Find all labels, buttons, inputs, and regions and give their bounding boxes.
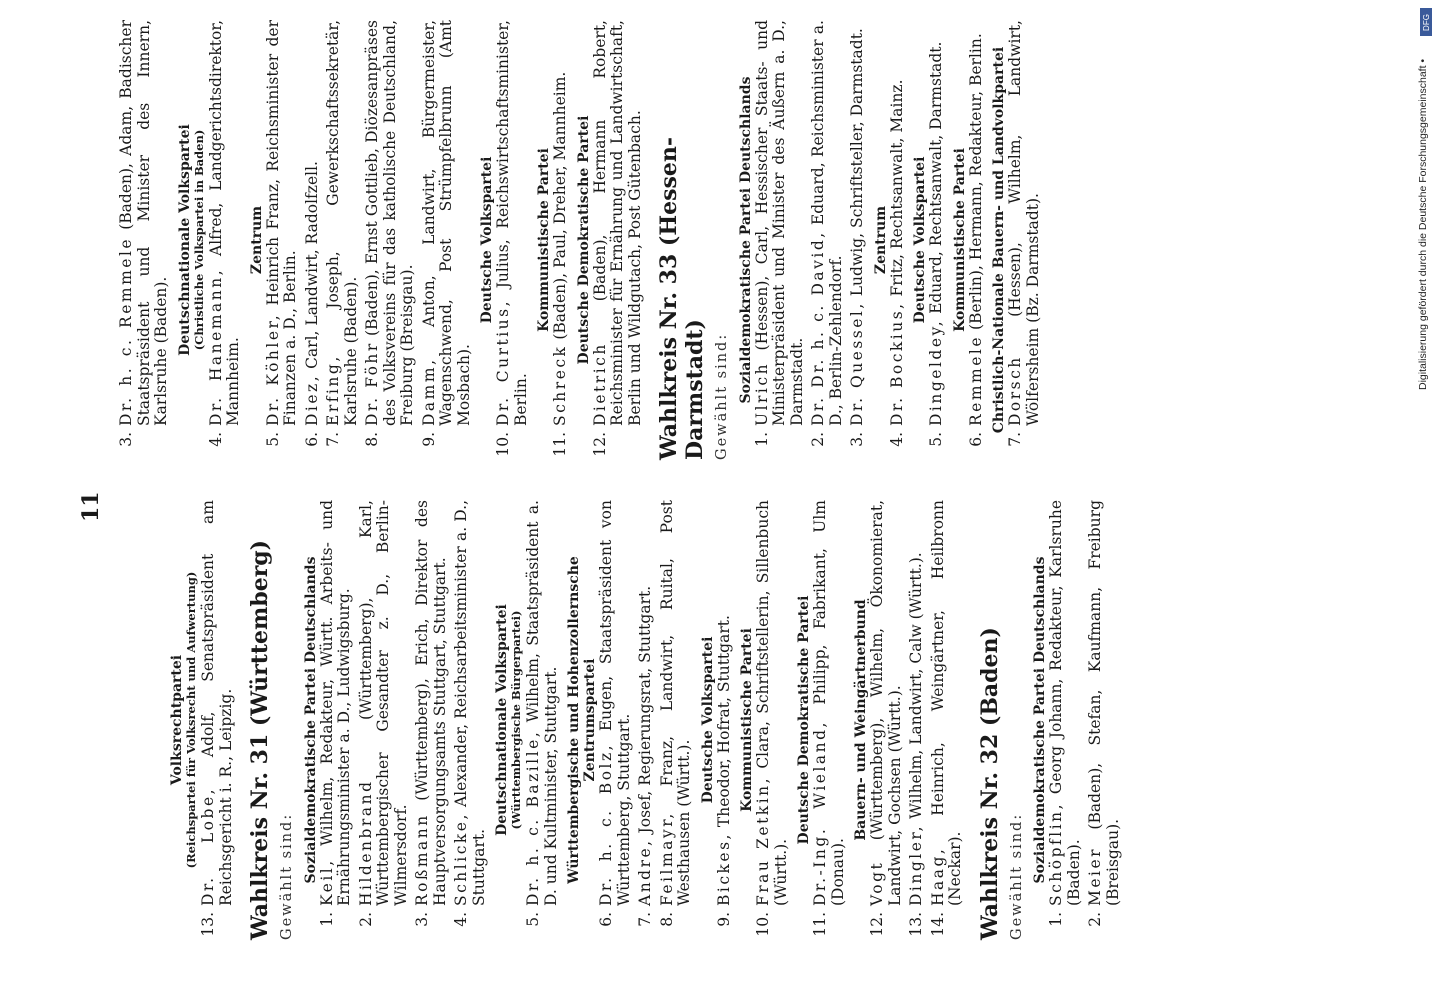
- entry-text: [364, 20, 417, 426]
- member-name: Dr. Köhler,: [263, 312, 282, 426]
- party-group: [700, 500, 734, 940]
- party-heading: Deutsche Demokratische Partei: [575, 115, 592, 365]
- entry-number: 4.: [887, 432, 906, 447]
- list-item: [525, 500, 560, 940]
- member-name: Dr.-Ing. Wieland,: [811, 720, 829, 906]
- entry-number: 7.: [636, 912, 654, 927]
- entry-number: 13.: [907, 912, 925, 937]
- party-group: [303, 500, 489, 940]
- party-heading: Württembergische und Hohenzollernsche Zentrumspartei: [566, 556, 598, 884]
- list-item: [552, 20, 570, 460]
- list-item: [358, 500, 411, 940]
- entry-text: [908, 500, 926, 906]
- member-name: Feilmayr,: [657, 811, 676, 906]
- member-name: Dr. Lobe,: [199, 786, 217, 906]
- entry-number: 3.: [117, 432, 135, 447]
- member-name: Meier: [1086, 846, 1104, 906]
- entry-text: [930, 500, 965, 906]
- member-name: Schöpflin,: [1047, 801, 1065, 906]
- member-details: Joseph, Gewerkschaftssekretär, Karlsruhe (Baden).: [324, 20, 360, 426]
- member-name: Vogt: [868, 860, 886, 906]
- entry-number: 8.: [657, 912, 676, 927]
- member-details: Wilhelm, Redakteur, Württ. Arbeits- und Ernährungsminister a. D., Ludwigsburg.: [317, 500, 353, 906]
- member-details: Georg Johann, Redakteur, Karlsruhe (Baden).: [1047, 500, 1083, 906]
- entry-text: [1087, 500, 1122, 906]
- entry-number: 4.: [206, 432, 225, 447]
- member-name: Roßmann: [413, 813, 431, 906]
- party-group: [1032, 500, 1122, 940]
- list-item: [414, 500, 449, 940]
- member-details: Josef, Regierungsrat, Stuttgart.: [636, 585, 654, 839]
- entry-text: [849, 20, 867, 426]
- list-item: [265, 20, 300, 460]
- party-group: [738, 20, 867, 460]
- member-details: (Baden), Stefan, Kaufmann, Freiburg (Breisgau).: [1086, 500, 1122, 906]
- party-group: [479, 20, 530, 460]
- party-heading: Volksrechtpartei: [169, 654, 185, 786]
- member-name: Ulrich: [752, 361, 771, 426]
- constituency-title: Wahlkreis Nr. 31 (Württemberg): [247, 539, 273, 940]
- list-item: [849, 20, 867, 460]
- list-item: [421, 20, 474, 460]
- list-item: [1007, 20, 1042, 460]
- party-group: [739, 500, 790, 940]
- member-name: Bickes,: [714, 832, 733, 906]
- member-name: Keil,: [317, 858, 336, 906]
- member-details: Clara, Schriftstellerin, Sillenbuch (Württ.).: [754, 499, 790, 906]
- party-heading: Sozialdemokratische Partei Deutschlands: [1032, 556, 1048, 884]
- entry-text: [659, 500, 694, 906]
- member-name: Diez,: [302, 373, 321, 426]
- party-heading: Deutschnationale Volkspartei: [494, 604, 510, 836]
- list-item: [118, 20, 171, 460]
- list-item: [304, 20, 322, 460]
- party-group: [952, 20, 986, 460]
- entry-number: 6.: [302, 432, 321, 447]
- entry-number: 2.: [809, 432, 827, 447]
- member-name: Remmele: [966, 334, 985, 426]
- member-name: Damm,: [419, 357, 438, 426]
- party-heading: Bauern- und Weingärtnerbund: [853, 599, 869, 841]
- list-item: [453, 500, 488, 940]
- constituency-list: [118, 20, 171, 460]
- member-details: (Hessen), Carl, Hessischer Staats- und Ministerpräsident und Minister des Äußern a. D., Darmstadt.: [752, 20, 806, 426]
- elected-label: Gewählt sind:: [279, 812, 295, 940]
- member-name: Dr. Hanemann,: [206, 267, 225, 426]
- member-details: Eduard, Reichsminister a. D., Berlin-Zehlendorf.: [809, 20, 845, 426]
- party-heading: Kommunistische Partei: [739, 628, 755, 812]
- entry-text: [453, 500, 488, 906]
- entry-text: [325, 20, 360, 426]
- member-name: Dr. h. c. Remmele: [117, 236, 135, 426]
- entry-number: 2.: [1086, 912, 1104, 927]
- entry-text: [592, 20, 645, 426]
- entry-text: [414, 500, 449, 906]
- entry-text: [716, 500, 734, 906]
- list-item: [598, 500, 633, 940]
- party-heading: Zentrum: [872, 205, 889, 275]
- list-item: [908, 500, 926, 940]
- entry-text: [358, 500, 411, 906]
- member-name: Frau Zetkin,: [754, 775, 772, 906]
- list-item: [1087, 500, 1122, 940]
- member-name: Haag,: [928, 846, 947, 906]
- party-group: [177, 20, 243, 460]
- party-heading: Deutsche Volkspartei: [912, 156, 928, 324]
- member-details: (Württemberg), Erich, Direktor des Hauptversorgungsamts Stuttgart, Stuttgart.: [413, 500, 449, 906]
- party-subheading: (Württembergische Bürgerpartei): [509, 610, 523, 830]
- entry-number: 6.: [966, 432, 985, 447]
- party-heading: Deutschnationale Volkspartei: [176, 124, 193, 356]
- constituency-title: Wahlkreis Nr. 33 (Hessen-Darmstadt): [656, 137, 708, 460]
- party-heading: Sozialdemokratische Partei Deutschlands: [737, 76, 754, 404]
- entry-text: [754, 20, 807, 426]
- list-item: [592, 20, 645, 460]
- entry-text: [525, 500, 560, 906]
- entry-number: 8.: [363, 432, 381, 447]
- constituency-title: Wahlkreis Nr. 32 (Baden): [976, 627, 1003, 940]
- entry-text: [810, 20, 845, 426]
- entry-text: [637, 500, 655, 906]
- party-group: [912, 20, 946, 460]
- list-item: [755, 500, 790, 940]
- member-details: Wilhelm, Landwirt, Calw (Württ.).: [907, 552, 925, 824]
- member-details: Carl, Landwirt, Radolfzell.: [302, 161, 321, 374]
- member-details: (Baden), Hermann Robert, Reichsminister für Ernährung und Landwirtschaft, Berlin und Wildgutach, Post Gütenbach.: [590, 20, 644, 426]
- member-details: Ludwig, Schriftsteller, Darmstadt.: [848, 28, 866, 302]
- entry-text: [928, 20, 946, 426]
- entry-number: 11.: [811, 912, 829, 937]
- entry-text: [812, 500, 847, 906]
- dfg-logo-text: DFG: [1421, 13, 1431, 31]
- member-name: Dr. h. c. Bolz,: [597, 742, 615, 906]
- entry-text: [968, 20, 986, 426]
- member-name: Erfing,: [324, 354, 342, 426]
- member-details: Philipp, Fabrikant, Ulm (Donau).: [811, 500, 847, 906]
- entry-text: [495, 20, 530, 426]
- entry-number: 5.: [263, 432, 282, 447]
- entry-number: 4.: [452, 912, 470, 927]
- list-item: [1048, 500, 1083, 940]
- member-details: Anton, Landwirt, Bürgermeister, Wagenschwend, Post Strümpfelbrunn (Amt Mosbach).: [419, 20, 473, 426]
- entry-number: 1.: [752, 432, 771, 447]
- list-item: [889, 20, 907, 460]
- entry-number: 1.: [317, 912, 336, 927]
- entry-text: [319, 500, 354, 906]
- entry-number: 12.: [868, 912, 886, 937]
- elected-label: Gewählt sind:: [714, 332, 730, 460]
- entry-text: [755, 500, 790, 906]
- member-details: (Baden), Ernst Gottlieb, Diözesanpräses des Volksvereins für das katholische Deutschland, Freiburg (Breisgau).: [363, 20, 416, 426]
- constituency-list: [303, 500, 965, 940]
- member-details: Heinrich, Weingärtner, Heilbronn (Neckar).: [928, 500, 964, 906]
- entry-text: [1048, 500, 1083, 906]
- member-details: Eduard, Rechtsanwalt, Darmstadt.: [927, 41, 945, 319]
- party-subheading: (Christliche Volkspartei in Baden): [191, 129, 206, 351]
- entry-number: 12.: [590, 432, 609, 457]
- entry-number: 9.: [419, 432, 438, 447]
- party-heading: Sozialdemokratische Partei Deutschlands: [302, 556, 319, 884]
- entry-text: [304, 20, 322, 426]
- list-item: [364, 20, 417, 460]
- member-details: Eugen, Staatspräsident von Württemberg, Stuttgart.: [597, 500, 633, 906]
- entry-number: 10.: [754, 912, 772, 937]
- member-name: Dr. Dr. h. c. David,: [809, 230, 827, 426]
- member-name: Dorsch: [1006, 355, 1024, 426]
- member-name: Dingeldey,: [927, 318, 945, 426]
- party-group: [576, 20, 645, 460]
- entry-number: 1.: [1047, 912, 1065, 927]
- entry-text: [118, 20, 171, 426]
- list-item: [930, 500, 965, 940]
- entry-number: 2.: [356, 912, 375, 927]
- party-heading: Deutsche Demokratische Partei: [796, 595, 812, 845]
- member-name: Dr. h. c. Bazille,: [524, 729, 542, 906]
- member-name: Dietrich: [590, 342, 609, 426]
- entry-text: [265, 20, 300, 426]
- member-details: (Hessen), Wilhelm, Landwirt, Wölfersheim (Bz. Darmstadt).: [1006, 20, 1042, 426]
- constituency-list: [738, 20, 1043, 460]
- member-details: Franz, Landwirt, Ruital, Post Westhausen (Württ.).: [657, 500, 693, 906]
- entry-text: [889, 20, 907, 426]
- entry-number: 13.: [199, 912, 217, 937]
- party-group: [536, 20, 570, 460]
- party-heading: Zentrum: [248, 205, 265, 275]
- dfg-logo: [1420, 8, 1432, 36]
- party-group: [494, 500, 560, 940]
- entry-number: 9.: [714, 912, 733, 927]
- list-item: [495, 20, 530, 460]
- member-details: Heinrich Franz, Reichsminister der Finanzen a. D., Berlin.: [263, 20, 299, 426]
- entry-text: [208, 20, 243, 426]
- entry-text: [200, 500, 235, 906]
- entry-number: 11.: [551, 432, 569, 457]
- party-subheading: (Reichspartei für Volksrecht und Aufwertung): [184, 571, 198, 869]
- member-details: Wilhelm, Staatspräsident a. D. und Kultminister, Stuttgart.: [524, 500, 560, 906]
- member-details: Julius, Reichswirtschaftsminister, Berlin.: [494, 20, 530, 426]
- list-item: [968, 20, 986, 460]
- list-item: [325, 20, 360, 460]
- member-details: (Württemberg), Karl, Württembergischer Gesandter z. D., Berlin-Wilmersdorf.: [356, 500, 410, 906]
- list-item: [928, 20, 946, 460]
- entry-text: [421, 20, 474, 426]
- list-item: [716, 500, 734, 940]
- member-details: Adolf, Senatspräsident am Reichsgericht i. R., Leipzig.: [199, 500, 235, 906]
- entry-number: 3.: [413, 912, 431, 927]
- member-name: Dr. Föhr: [363, 341, 381, 426]
- entry-text: [598, 500, 633, 906]
- member-details: Alfred, Landgerichtsdirektor, Mannheim.: [206, 19, 242, 426]
- member-details: (Württemberg), Wilhelm, Ökonomierat, Landwirt, Gochsen (Württ.).: [868, 500, 904, 906]
- entry-number: 10.: [494, 432, 512, 457]
- list-item: [659, 500, 694, 940]
- member-name: Dr. Quessel,: [848, 301, 866, 426]
- party-group: [853, 500, 965, 940]
- entry-text: [552, 20, 570, 426]
- list-item: [319, 500, 354, 940]
- entry-number: 5.: [524, 912, 542, 927]
- list-item: [869, 500, 904, 940]
- list-item: [200, 500, 235, 940]
- list-item: [637, 500, 655, 940]
- list-item: [810, 20, 845, 460]
- entry-number: 3.: [848, 432, 866, 447]
- constituency-list: [1032, 500, 1122, 940]
- member-details: (Berlin), Hermann, Redakteur, Berlin.: [966, 33, 985, 335]
- member-name: Schlicke,: [452, 812, 470, 906]
- page-number: 11: [78, 491, 104, 522]
- entry-text: [1007, 20, 1042, 426]
- digitization-notice: Digitalisierung gefördert durch die Deutsche Forschungsgemeinschaft •: [1417, 58, 1429, 390]
- list-item: [208, 20, 243, 460]
- member-name: Hildenbrand: [356, 779, 375, 906]
- party-heading: Deutsche Volkspartei: [479, 156, 495, 324]
- entry-number: 6.: [597, 912, 615, 927]
- right-column: [118, 20, 1046, 460]
- list-item: [754, 20, 807, 460]
- member-details: Alexander, Reichsarbeitsminister a. D., Stuttgart.: [452, 500, 488, 906]
- party-group: [796, 500, 847, 940]
- party-group: [566, 500, 694, 940]
- entry-number: 7.: [324, 432, 342, 447]
- party-group: [873, 20, 907, 460]
- elected-label: Gewählt sind:: [1008, 812, 1025, 940]
- member-name: Dr. Bockius,: [887, 301, 906, 426]
- member-details: Fritz, Rechtsanwalt, Mainz.: [887, 79, 906, 302]
- member-name: Schreck: [551, 344, 569, 426]
- party-heading: Kommunistische Partei: [951, 148, 968, 332]
- entry-number: 7.: [1006, 432, 1024, 447]
- member-details: (Baden), Adam, Badischer Staatspräsident und Minister des Innern, Karlsruhe (Baden).: [117, 20, 170, 426]
- party-heading: Christlich-Nationale Bauern- und Landvolkpartei: [991, 46, 1007, 434]
- entry-number: 14.: [928, 912, 947, 937]
- constituency-list: [177, 20, 645, 460]
- list-item: [812, 500, 847, 940]
- party-group: [991, 20, 1042, 460]
- party-heading: Deutsche Volkspartei: [699, 636, 716, 804]
- left-column: [165, 500, 1126, 940]
- member-name: Dr. Curtius,: [494, 298, 512, 426]
- member-details: Theodor, Hofrat, Stuttgart.: [714, 615, 733, 833]
- entry-number: 5.: [927, 432, 945, 447]
- member-name: Andre,: [636, 838, 654, 906]
- member-name: Dingler,: [907, 823, 925, 906]
- party-heading: Kommunistische Partei: [536, 148, 552, 332]
- member-details: (Baden), Paul, Dreher, Mannheim.: [551, 71, 569, 345]
- party-group: [249, 20, 474, 460]
- entry-text: [869, 500, 904, 906]
